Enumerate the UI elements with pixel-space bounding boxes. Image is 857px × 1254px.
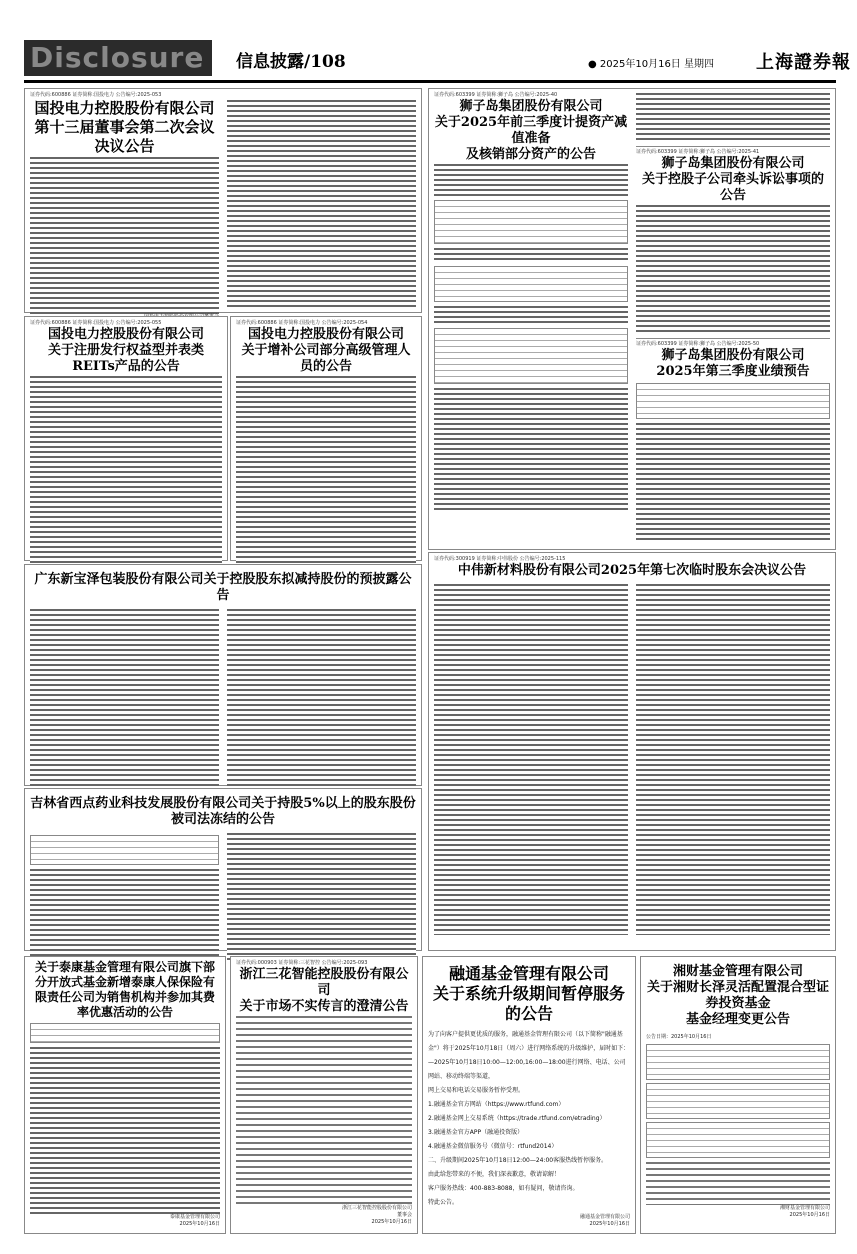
- notice-body: [30, 1046, 220, 1214]
- info-table: [646, 1044, 830, 1080]
- notice-title: 融通基金管理有限公司 关于系统升级期间暂停服务的公告: [432, 964, 625, 1023]
- notice-xiangcai: [640, 956, 836, 1234]
- writeoff-table: [434, 266, 628, 302]
- issue-date: ● 2025年10月16日 星期四: [588, 59, 714, 70]
- notice-taikang: [24, 956, 226, 1234]
- notice-body: [227, 832, 416, 962]
- notice-body: [434, 305, 628, 325]
- fund-table: [30, 1023, 220, 1043]
- sub-notice-forecast: [636, 338, 830, 542]
- notice-title: 国投电力控股股份有限公司 关于增补公司部分高级管理人员的公告: [241, 327, 411, 374]
- notice-body: [636, 422, 830, 542]
- notice-body: [227, 608, 416, 798]
- notice-jilin: [24, 788, 422, 951]
- notice-signature: 泰康基金管理有限公司 2025年10月16日: [169, 1214, 220, 1227]
- notice-title: 国投电力控股股份有限公司 第十三届董事会第二次会议决议公告: [34, 99, 215, 155]
- notice-body: [428, 1028, 630, 1210]
- notice-body: [646, 1161, 830, 1205]
- body-line: 2.融通基金网上交易系统（https://trade.rtfund.com/etrading）: [428, 1115, 606, 1122]
- forecast-table: [636, 383, 830, 419]
- notice-body: [30, 375, 222, 575]
- notice-title: 狮子岛集团股份有限公司 关于2025年前三季度计提资产减值准备 及核销部分资产的公告: [434, 99, 628, 162]
- disclosure-banner: [24, 40, 212, 76]
- announcement-date: 公告日期：2025年10月16日: [646, 1034, 712, 1040]
- notice-body: [30, 608, 219, 798]
- banner-text: Disclosure: [30, 41, 205, 74]
- notice-guotou-board: [24, 88, 422, 313]
- detail-table: [434, 328, 628, 384]
- notice-body: [434, 387, 628, 511]
- body-line: 4.融通基金微信服务号（微信号：rtfund2014）: [428, 1143, 558, 1150]
- notice-lion-impairment: [428, 88, 836, 550]
- notice-title: 国投电力控股股份有限公司 关于注册发行权益型并表类REITs产品的公告: [47, 327, 204, 374]
- notice-title: 关于泰康基金管理有限公司旗下部分开放式基金新增泰康人保保险有限责任公司为销售机构并参加其费率优惠活动的公告: [34, 960, 215, 1019]
- notice-title: 狮子岛集团股份有限公司 关于控股子公司牵头诉讼事项的公告: [641, 156, 824, 203]
- body-line: 金"）将于2025年10月18日（周六）进行网络系统的升级维护，届时如下：: [428, 1045, 630, 1052]
- notice-body: [636, 204, 830, 334]
- body-line: —2025年10月18日10:00—12:00,16:00—18:00进行网络、电话、公司网站、移动终端等渠道，: [428, 1059, 626, 1080]
- notice-rongtong: [422, 956, 636, 1234]
- notice-body: [434, 583, 628, 935]
- notice-guangdong: [24, 564, 422, 786]
- holding-table: [30, 835, 219, 865]
- notice-meta: 证券代码:600886 证券简称:国投电力 公告编号:2025-055: [30, 320, 162, 326]
- notice-signature: 融通基金管理有限公司 2025年10月16日: [579, 1214, 630, 1227]
- header-rule: [24, 80, 836, 83]
- sub-notice-litigation: [636, 146, 830, 334]
- notice-title: 浙江三花智能控股股份有限公司 关于市场不实传言的澄清公告: [239, 967, 409, 1014]
- notice-sanhuan: [230, 956, 418, 1234]
- notice-body: [636, 583, 830, 935]
- notice-title: 广东新宝泽包装股份有限公司关于控股股东拟减持股份的预披露公告: [34, 572, 412, 603]
- body-line: 特此公告。: [428, 1199, 459, 1206]
- body-line: 3.融通基金官方APP（融通投资版）: [428, 1129, 524, 1136]
- body-line: 1.融通基金官方网站（https://www.rtfund.com）: [428, 1101, 565, 1108]
- notice-signature: 湘财基金管理有限公司 2025年10月16日: [779, 1205, 830, 1218]
- notice-title: 湘财基金管理有限公司 关于湘财长泽灵活配置混合型证券投资基金 基金经理变更公告: [646, 964, 829, 1027]
- notice-body: [30, 868, 219, 964]
- notice-zhongwei: [428, 552, 836, 951]
- notice-body: [636, 92, 830, 142]
- notice-body: [236, 1015, 412, 1205]
- notice-meta: 证券代码:603399 证券简称:狮子岛 公告编号:2025-40: [434, 92, 558, 98]
- notice-meta: 证券代码:000903 证券简称:三花智控 公告编号:2025-093: [236, 960, 368, 966]
- body-line: 为了向客户提供更优质的服务，融通基金管理有限公司（以下简称"融通基: [428, 1031, 623, 1038]
- notice-meta: 证券代码:603399 证券简称:狮子岛 公告编号:2025-50: [636, 341, 760, 347]
- notice-signature: 浙江三花智能控股股份有限公司 董事会 2025年10月16日: [341, 1205, 412, 1225]
- notice-guotou-reits: [24, 316, 228, 561]
- notice-body: [434, 163, 628, 197]
- impairment-table: [434, 200, 628, 244]
- section-title: 信息披露/108: [236, 52, 346, 72]
- notice-meta: 证券代码:600886 证券简称:国投电力 公告编号:2025-054: [236, 320, 368, 326]
- notice-meta: 证券代码:600886 证券简称:国投电力 公告编号:2025-053: [30, 92, 162, 98]
- notice-body: [434, 247, 628, 263]
- notice-guotou-exec: [230, 316, 422, 561]
- notice-body: [227, 99, 416, 309]
- body-line: 由此给您带来的不便，我们深表歉意，敬请谅解！: [428, 1171, 561, 1178]
- notice-meta: 证券代码:300919 证券简称:中伟股份 公告编号:2025-115: [434, 556, 566, 562]
- notice-title: 狮子岛集团股份有限公司 2025年第三季度业绩预告: [656, 348, 810, 379]
- body-line: 客户服务热线：400-883-8088，如有疑问，敬请咨询。: [428, 1185, 579, 1192]
- body-line: 二、升级期间2025年10月18日12:00—24:00客服热线暂停服务。: [428, 1157, 608, 1164]
- notice-title: 中伟新材料股份有限公司2025年第七次临时股东会决议公告: [457, 563, 807, 578]
- newspaper-logo: 上海證券報: [756, 52, 851, 73]
- notice-body: [30, 156, 219, 314]
- former-manager-table: [646, 1122, 830, 1158]
- manager-table: [646, 1083, 830, 1119]
- body-line: 网上交易和电话交易服务暂停受理。: [428, 1087, 525, 1094]
- masthead: [0, 0, 857, 82]
- notice-body: [236, 375, 416, 575]
- notice-title: 吉林省西点药业科技发展股份有限公司关于持股5%以上的股东股份被司法冻结的公告: [30, 796, 416, 827]
- notice-meta: 证券代码:603399 证券简称:狮子岛 公告编号:2025-41: [636, 149, 760, 155]
